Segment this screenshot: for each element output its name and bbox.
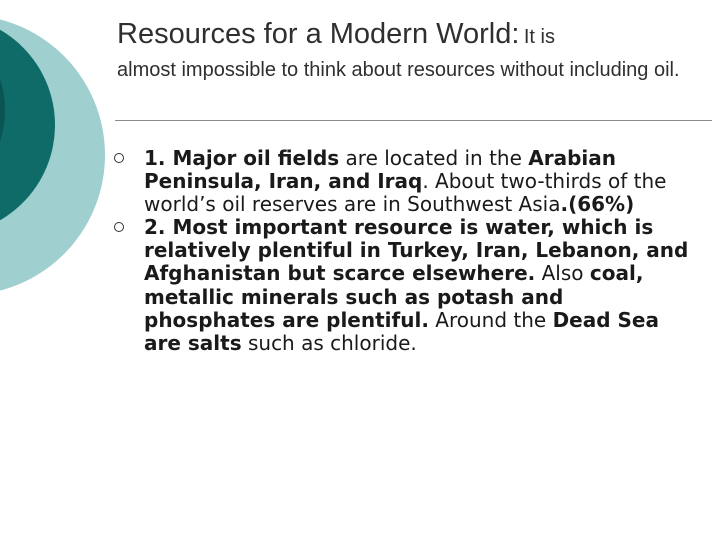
bullet-item-water-resources — [114, 216, 694, 355]
hollow-circle-bullet-icon — [114, 153, 124, 163]
bullet-list — [114, 147, 694, 355]
text-run: Arabian Peninsula, Iran, and Iraq — [144, 146, 617, 194]
bullet-item-oil-fields — [114, 147, 694, 216]
title-divider — [115, 120, 712, 121]
text-run: such as chloride. — [241, 330, 417, 355]
title-main: Resources for a Modern World: — [117, 18, 520, 50]
slide-subtitle: almost impossible to think about resources without including oil. — [117, 59, 680, 81]
text-run: . About two-thirds of the world’s oil reserves are in Southwest Asia — [144, 169, 667, 217]
text-run: Around the — [428, 307, 553, 332]
text-run: Also — [535, 261, 590, 286]
text-run: are located in the — [339, 146, 529, 170]
decorative-circles — [0, 0, 110, 300]
text-run: Dead Sea are salts — [144, 307, 659, 355]
text-run: 2. Most important resource is water, which is relatively plentiful in Turkey, Iran, Lebanon, and Afghanistan but scarce elsewhere. — [144, 215, 689, 286]
text-run: 1. Major oil fields — [144, 146, 340, 170]
text-run: .(66%) — [560, 192, 635, 217]
title-continuation: It is — [523, 26, 555, 48]
text-run: coal, metallic minerals such as potash and phosphates are plentiful. — [144, 261, 644, 332]
slide-title — [117, 18, 555, 51]
hollow-circle-bullet-icon — [114, 222, 124, 232]
